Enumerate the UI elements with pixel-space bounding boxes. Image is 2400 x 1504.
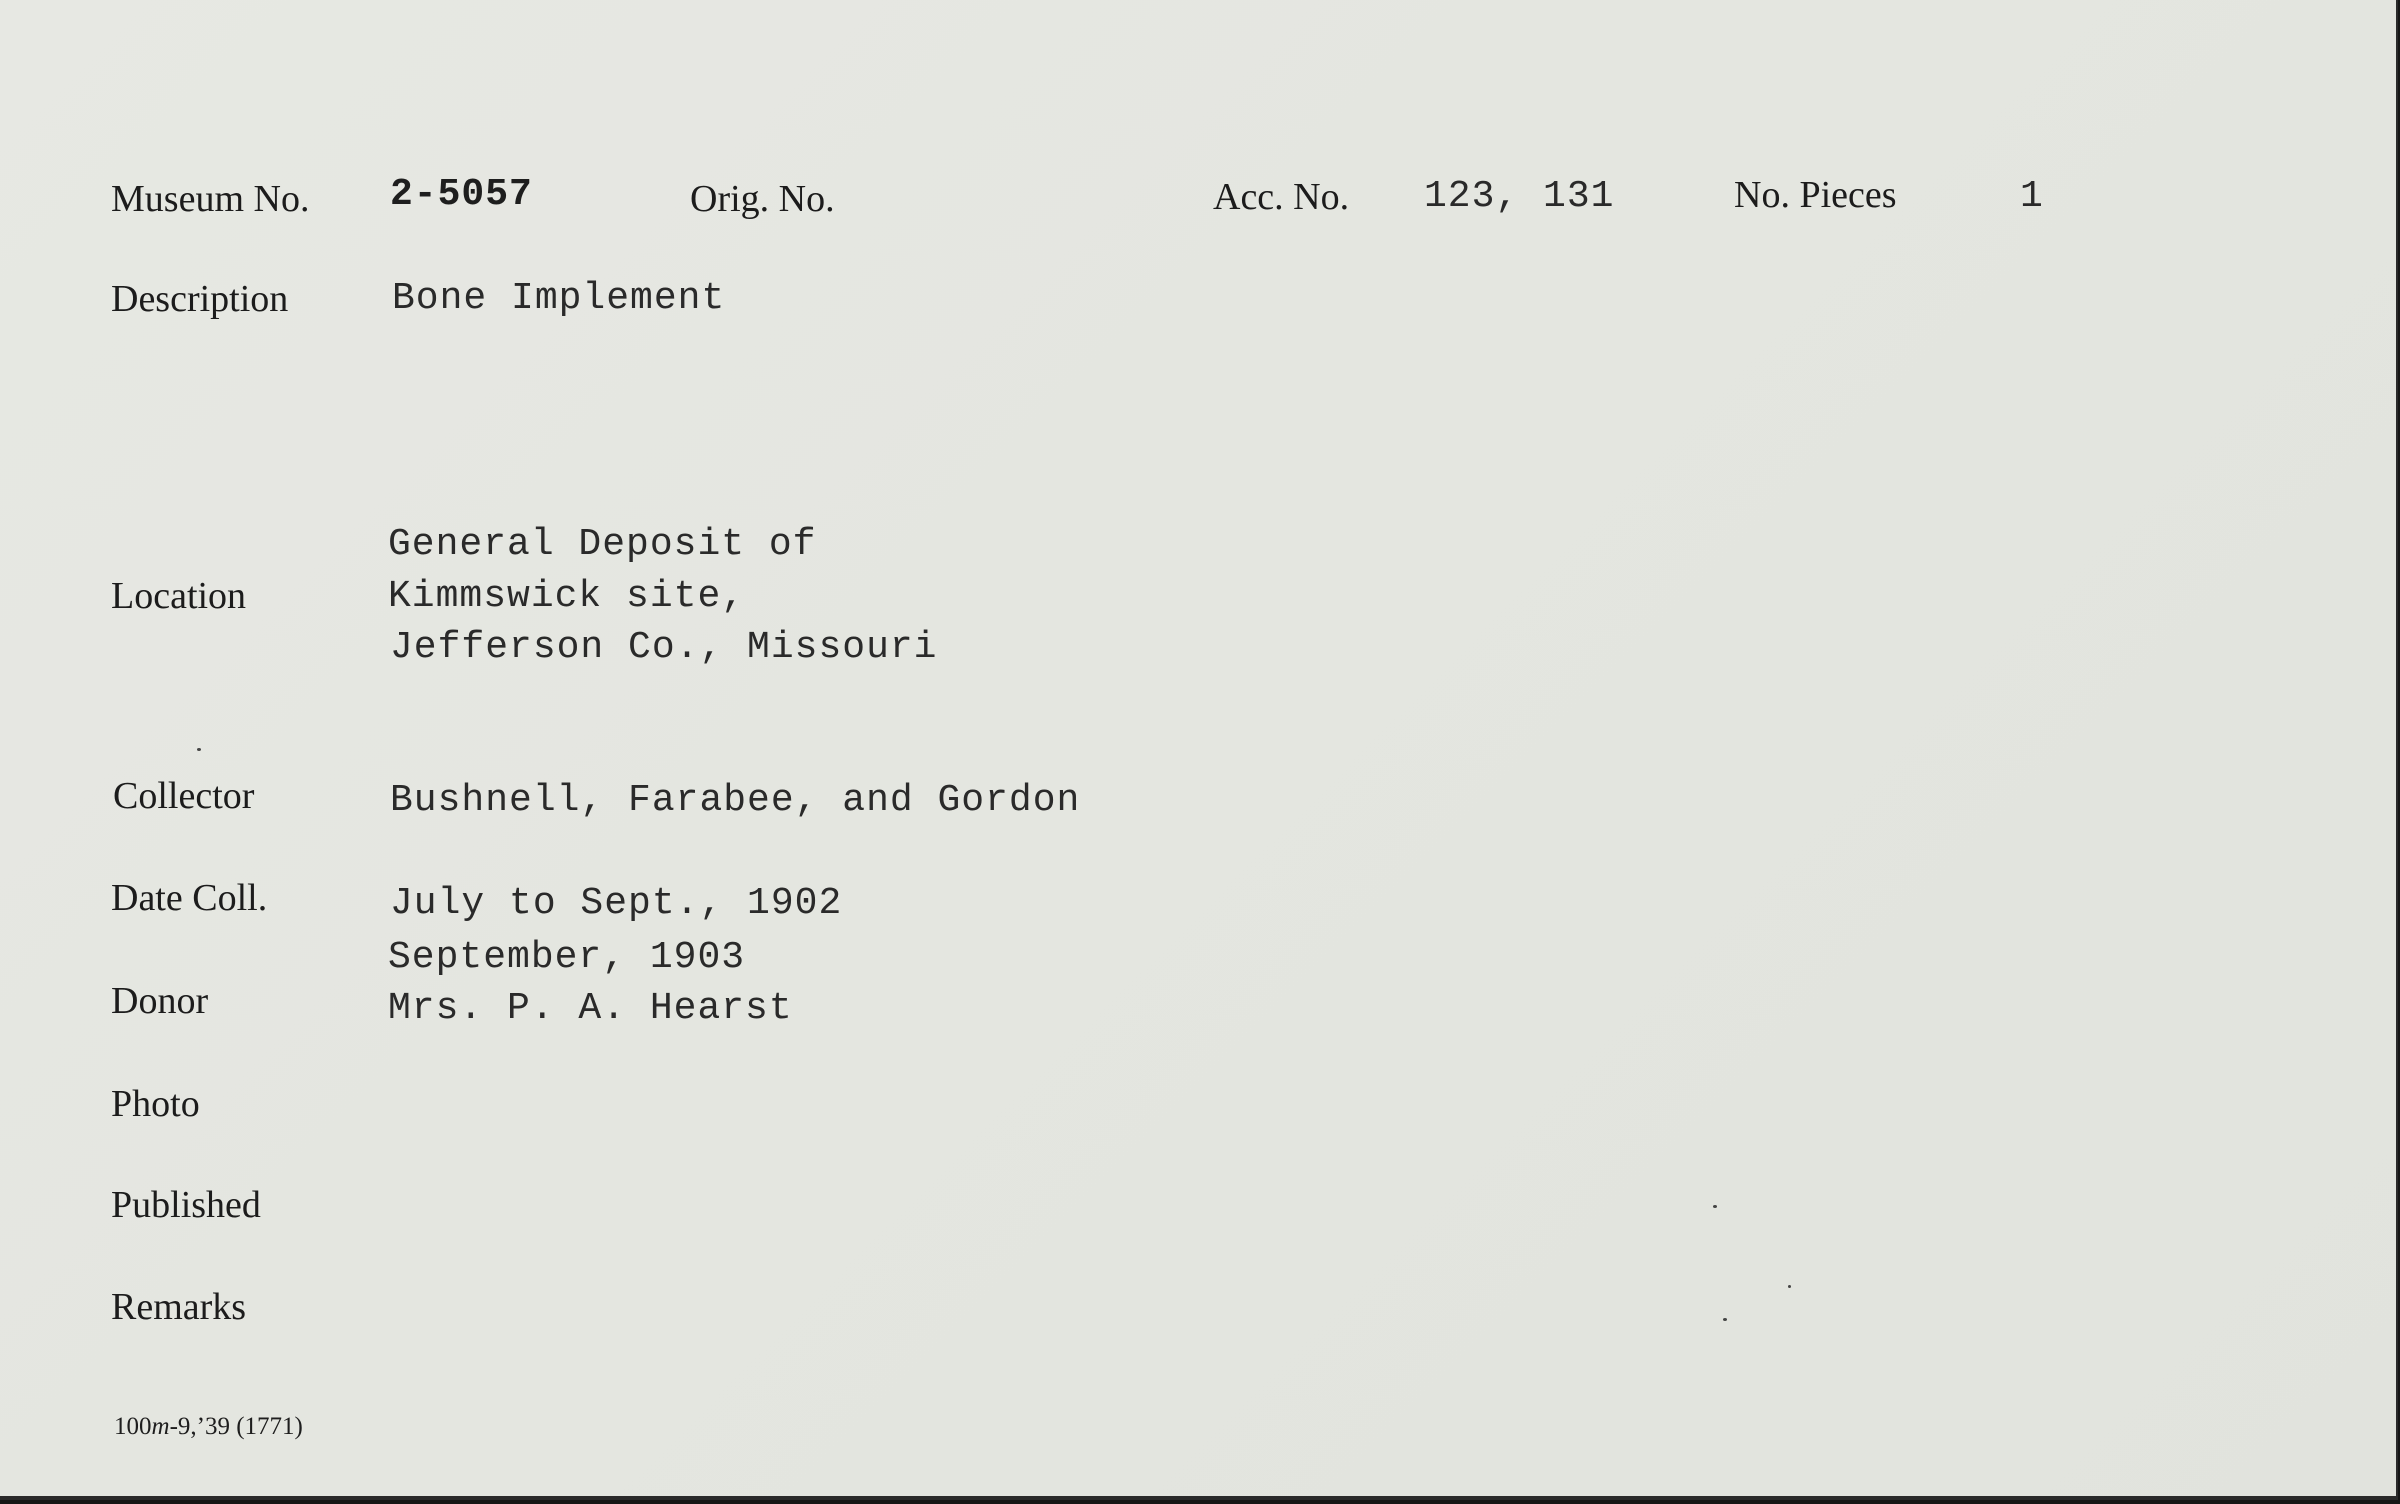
- location-line-2: Kimmswick site,: [388, 575, 746, 618]
- museum-no-label: Museum No.: [111, 178, 310, 220]
- description-value: Bone Implement: [392, 277, 726, 320]
- donor-label: Donor: [111, 980, 209, 1022]
- museum-no-value: 2-5057: [390, 173, 533, 216]
- date-coll-line-1: July to Sept., 1902: [390, 882, 843, 925]
- no-pieces-label: No. Pieces: [1734, 174, 1897, 216]
- date-coll-line-2: September, 1903: [388, 936, 746, 979]
- orig-no-label: Orig. No.: [690, 178, 835, 220]
- paper-speck: [1713, 1205, 1717, 1208]
- collector-value: Bushnell, Farabee, and Gordon: [390, 779, 1081, 822]
- paper-speck: [1788, 1285, 1791, 1288]
- description-label: Description: [111, 278, 289, 320]
- published-label: Published: [111, 1184, 261, 1226]
- form-code-suffix: -9,’39 (1771): [169, 1413, 303, 1440]
- paper-speck: [197, 748, 201, 751]
- no-pieces-value: 1: [2020, 175, 2044, 218]
- form-code-prefix: 100: [114, 1413, 152, 1440]
- location-line-1: General Deposit of: [388, 523, 817, 566]
- form-code: [114, 1414, 303, 1439]
- acc-no-label: Acc. No.: [1213, 176, 1350, 218]
- acc-no-value: 123, 131: [1424, 175, 1615, 218]
- date-coll-label: Date Coll.: [111, 877, 268, 919]
- location-line-3: Jefferson Co., Missouri: [390, 626, 938, 669]
- remarks-label: Remarks: [111, 1286, 247, 1328]
- collector-label: Collector: [113, 775, 255, 817]
- paper-speck: [1723, 1318, 1727, 1321]
- form-code-italic: m: [151, 1413, 170, 1440]
- location-label: Location: [111, 575, 247, 617]
- photo-label: Photo: [111, 1083, 200, 1125]
- donor-value: Mrs. P. A. Hearst: [388, 987, 793, 1030]
